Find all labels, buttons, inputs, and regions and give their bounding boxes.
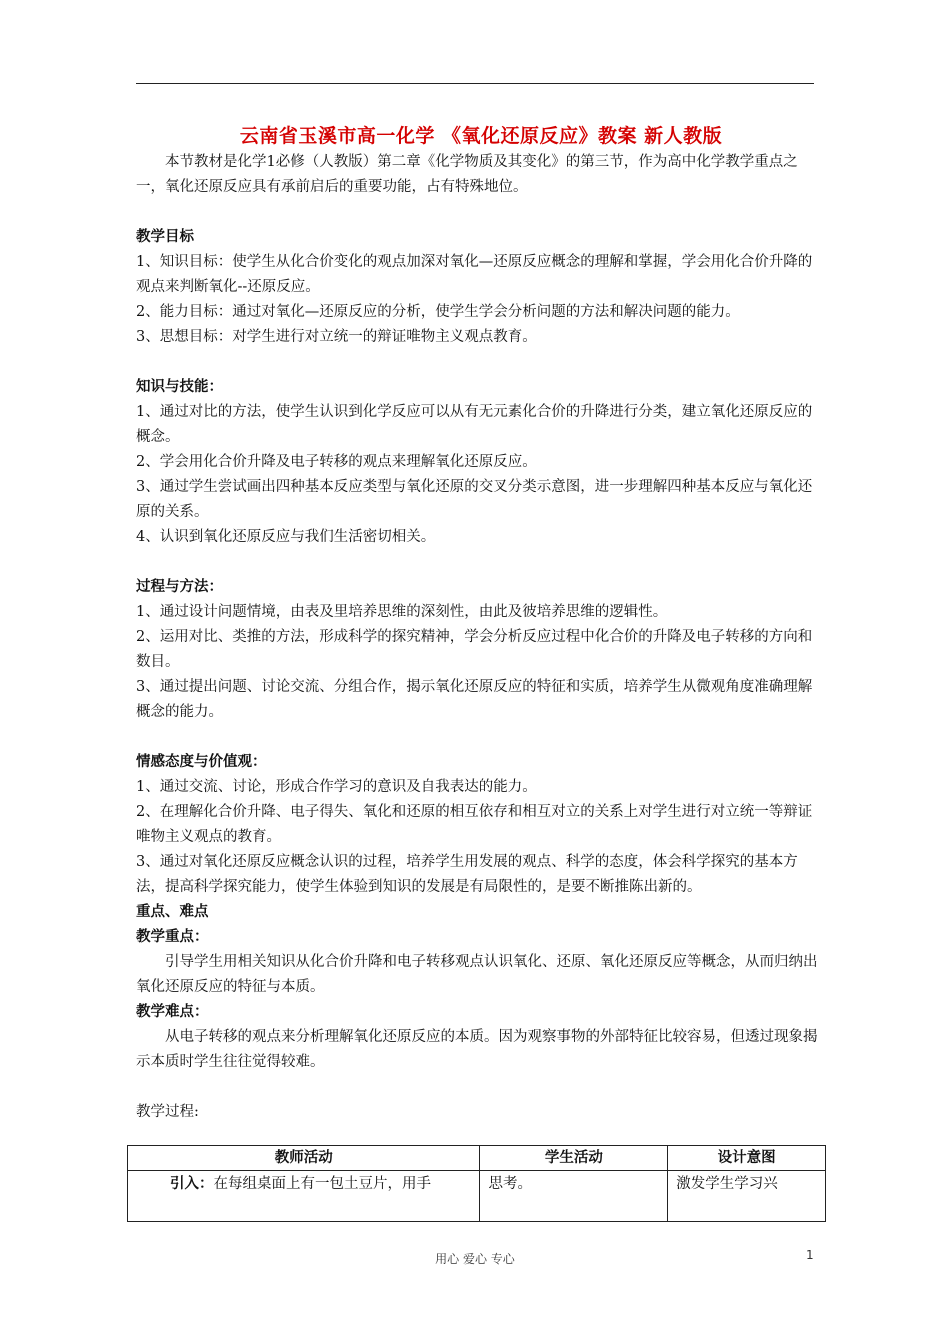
document-title: 云南省玉溪市高一化学 《氧化还原反应》教案 新人教版 [239,125,723,147]
header-student: 学生活动 [480,1146,668,1171]
skill-item: 1、通过对比的方法，使学生认识到化学反应可以从有无元素化合价的升降进行分类，建立氧化还原反应的概念。 [136,404,813,445]
header-teacher: 教师活动 [128,1146,480,1171]
focus-text: 引导学生用相关知识从化合价升降和电子转移观点认识氧化、还原、氧化还原反应等概念，从而归纳出氧化还原反应的特征与本质。 [136,954,818,995]
skill-item: 3、通过学生尝试画出四种基本反应类型与氧化还原的交叉分类示意图，进一步理解四种基本反应与氧化还原的关系。 [136,479,813,520]
teacher-activity-text: 在每组桌面上有一包土豆片，用手 [213,1176,431,1192]
document-body [136,122,826,1125]
header-rule [136,83,814,84]
values-heading: 情感态度与价值观： [136,754,267,770]
process-label: 教学过程: [136,1104,199,1120]
table-header-row [128,1146,826,1171]
key-points-heading: 重点、难点 [136,904,209,920]
page-number: 1 [806,1248,814,1262]
focus-heading: 教学重点： [136,929,209,945]
method-item: 1、通过设计问题情境，由表及里培养思维的深刻性，由此及彼培养思维的逻辑性。 [136,604,668,620]
value-item: 1、通过交流、讨论，形成合作学习的意识及自我表达的能力。 [136,779,537,795]
value-item: 2、在理解化合价升降、电子得失、氧化和还原的相互依存和相互对立的关系上对学生进行对立统一等辩证唯物主义观点的教育。 [136,804,813,845]
goal-item: 2、能力目标：通过对氧化—还原反应的分析，使学生学会分析问题的方法和解决问题的能力。 [136,304,740,320]
goal-item: 1、知识目标：使学生从化合价变化的观点加深对氧化—还原反应概念的理解和掌握，学会用化合价升降的观点来判断氧化--还原反应。 [136,254,813,295]
skills-heading: 知识与技能： [136,379,223,395]
intro-label: 引入： [170,1176,214,1192]
method-item: 3、通过提出问题、讨论交流、分组合作，揭示氧化还原反应的特征和实质，培养学生从微观角度准确理解概念的能力。 [136,679,813,720]
cell-student: 思考。 [480,1171,668,1222]
cell-purpose: 激发学生学习兴 [668,1171,826,1222]
page-footer: 用心 爱心 专心 [435,1252,515,1266]
process-table [127,1145,826,1222]
table-row [128,1171,826,1222]
skill-item: 4、认识到氧化还原反应与我们生活密切相关。 [136,529,436,545]
goals-heading: 教学目标 [136,229,194,245]
header-purpose: 设计意图 [668,1146,826,1171]
difficulty-heading: 教学难点： [136,1004,209,1020]
value-item: 3、通过对氧化还原反应概念认识的过程，培养学生用发展的观点、科学的态度，体会科学探究的基本方法，提高科学探究能力，使学生体验到知识的发展是有局限性的，是要不断推陈出新的。 [136,854,798,895]
goal-item: 3、思想目标：对学生进行对立统一的辩证唯物主义观点教育。 [136,329,537,345]
skill-item: 2、学会用化合价升降及电子转移的观点来理解氧化还原反应。 [136,454,537,470]
difficulty-text: 从电子转移的观点来分析理解氧化还原反应的本质。因为观察事物的外部特征比较容易，但透过现象揭示本质时学生往往觉得较难。 [136,1029,818,1070]
method-item: 2、运用对比、类推的方法，形成科学的探究精神，学会分析反应过程中化合价的升降及电子转移的方向和数目。 [136,629,813,670]
intro-paragraph: 本节教材是化学1必修（人教版）第二章《化学物质及其变化》的第三节，作为高中化学教学重点之一，氧化还原反应具有承前启后的重要功能，占有特殊地位。 [136,154,798,195]
cell-teacher [128,1171,480,1222]
methods-heading: 过程与方法： [136,579,223,595]
